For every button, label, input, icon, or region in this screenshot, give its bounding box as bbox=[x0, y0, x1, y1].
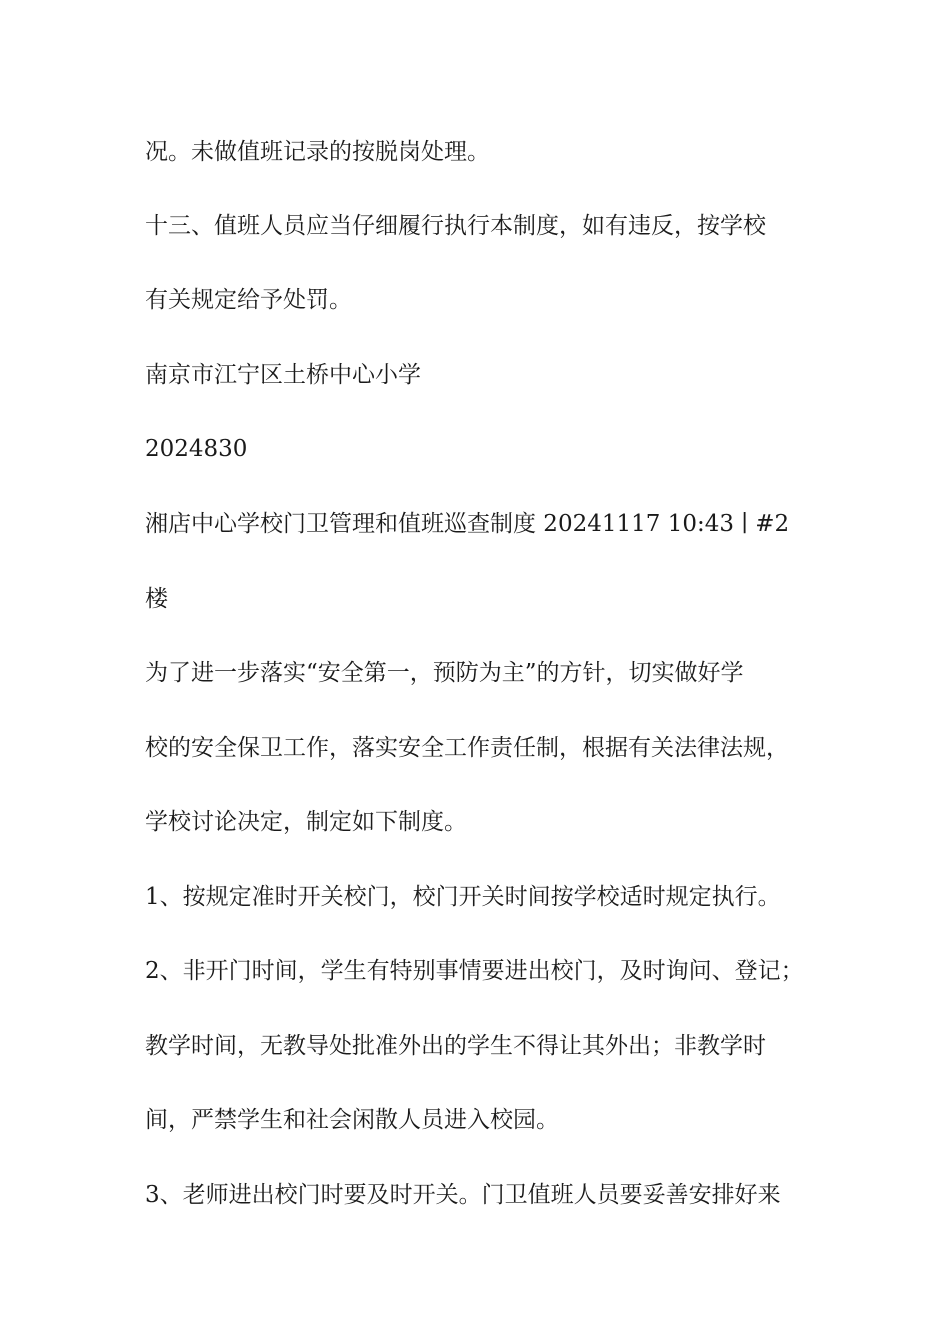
text-line: 为了进一步落实“安全第一，预防为主”的方针，切实做好学 bbox=[145, 660, 744, 686]
post-header-continued: 楼 bbox=[145, 586, 168, 612]
post-header: 湘店中心学校门卫管理和值班巡查制度 20241117 10:43 ∣ #2 bbox=[145, 511, 790, 537]
text-line: 校的安全保卫工作，落实安全工作责任制，根据有关法律法规， bbox=[145, 735, 789, 761]
rule-item-3: 3、老师进出校门时要及时开关。门卫值班人员要妥善安排好来 bbox=[145, 1182, 781, 1208]
text-line: 教学时间，无教导处批准外出的学生不得让其外出；非教学时 bbox=[145, 1033, 766, 1059]
date-line: 2024830 bbox=[145, 436, 248, 462]
school-name: 南京市江宁区土桥中心小学 bbox=[145, 362, 421, 388]
rule-item-2: 2、非开门时间，学生有特别事情要进出校门，及时询问、登记； bbox=[145, 958, 804, 984]
text-line: 间，严禁学生和社会闲散人员进入校园。 bbox=[145, 1107, 559, 1133]
text-line: 十三、值班人员应当仔细履行执行本制度，如有违反，按学校 bbox=[145, 213, 766, 239]
text-line: 学校讨论决定，制定如下制度。 bbox=[145, 809, 467, 835]
rule-item-1: 1、按规定准时开关校门，校门开关时间按学校适时规定执行。 bbox=[145, 884, 781, 910]
text-line: 有关规定给予处罚。 bbox=[145, 287, 352, 313]
text-line: 况。未做值班记录的按脱岗处理。 bbox=[145, 139, 490, 165]
